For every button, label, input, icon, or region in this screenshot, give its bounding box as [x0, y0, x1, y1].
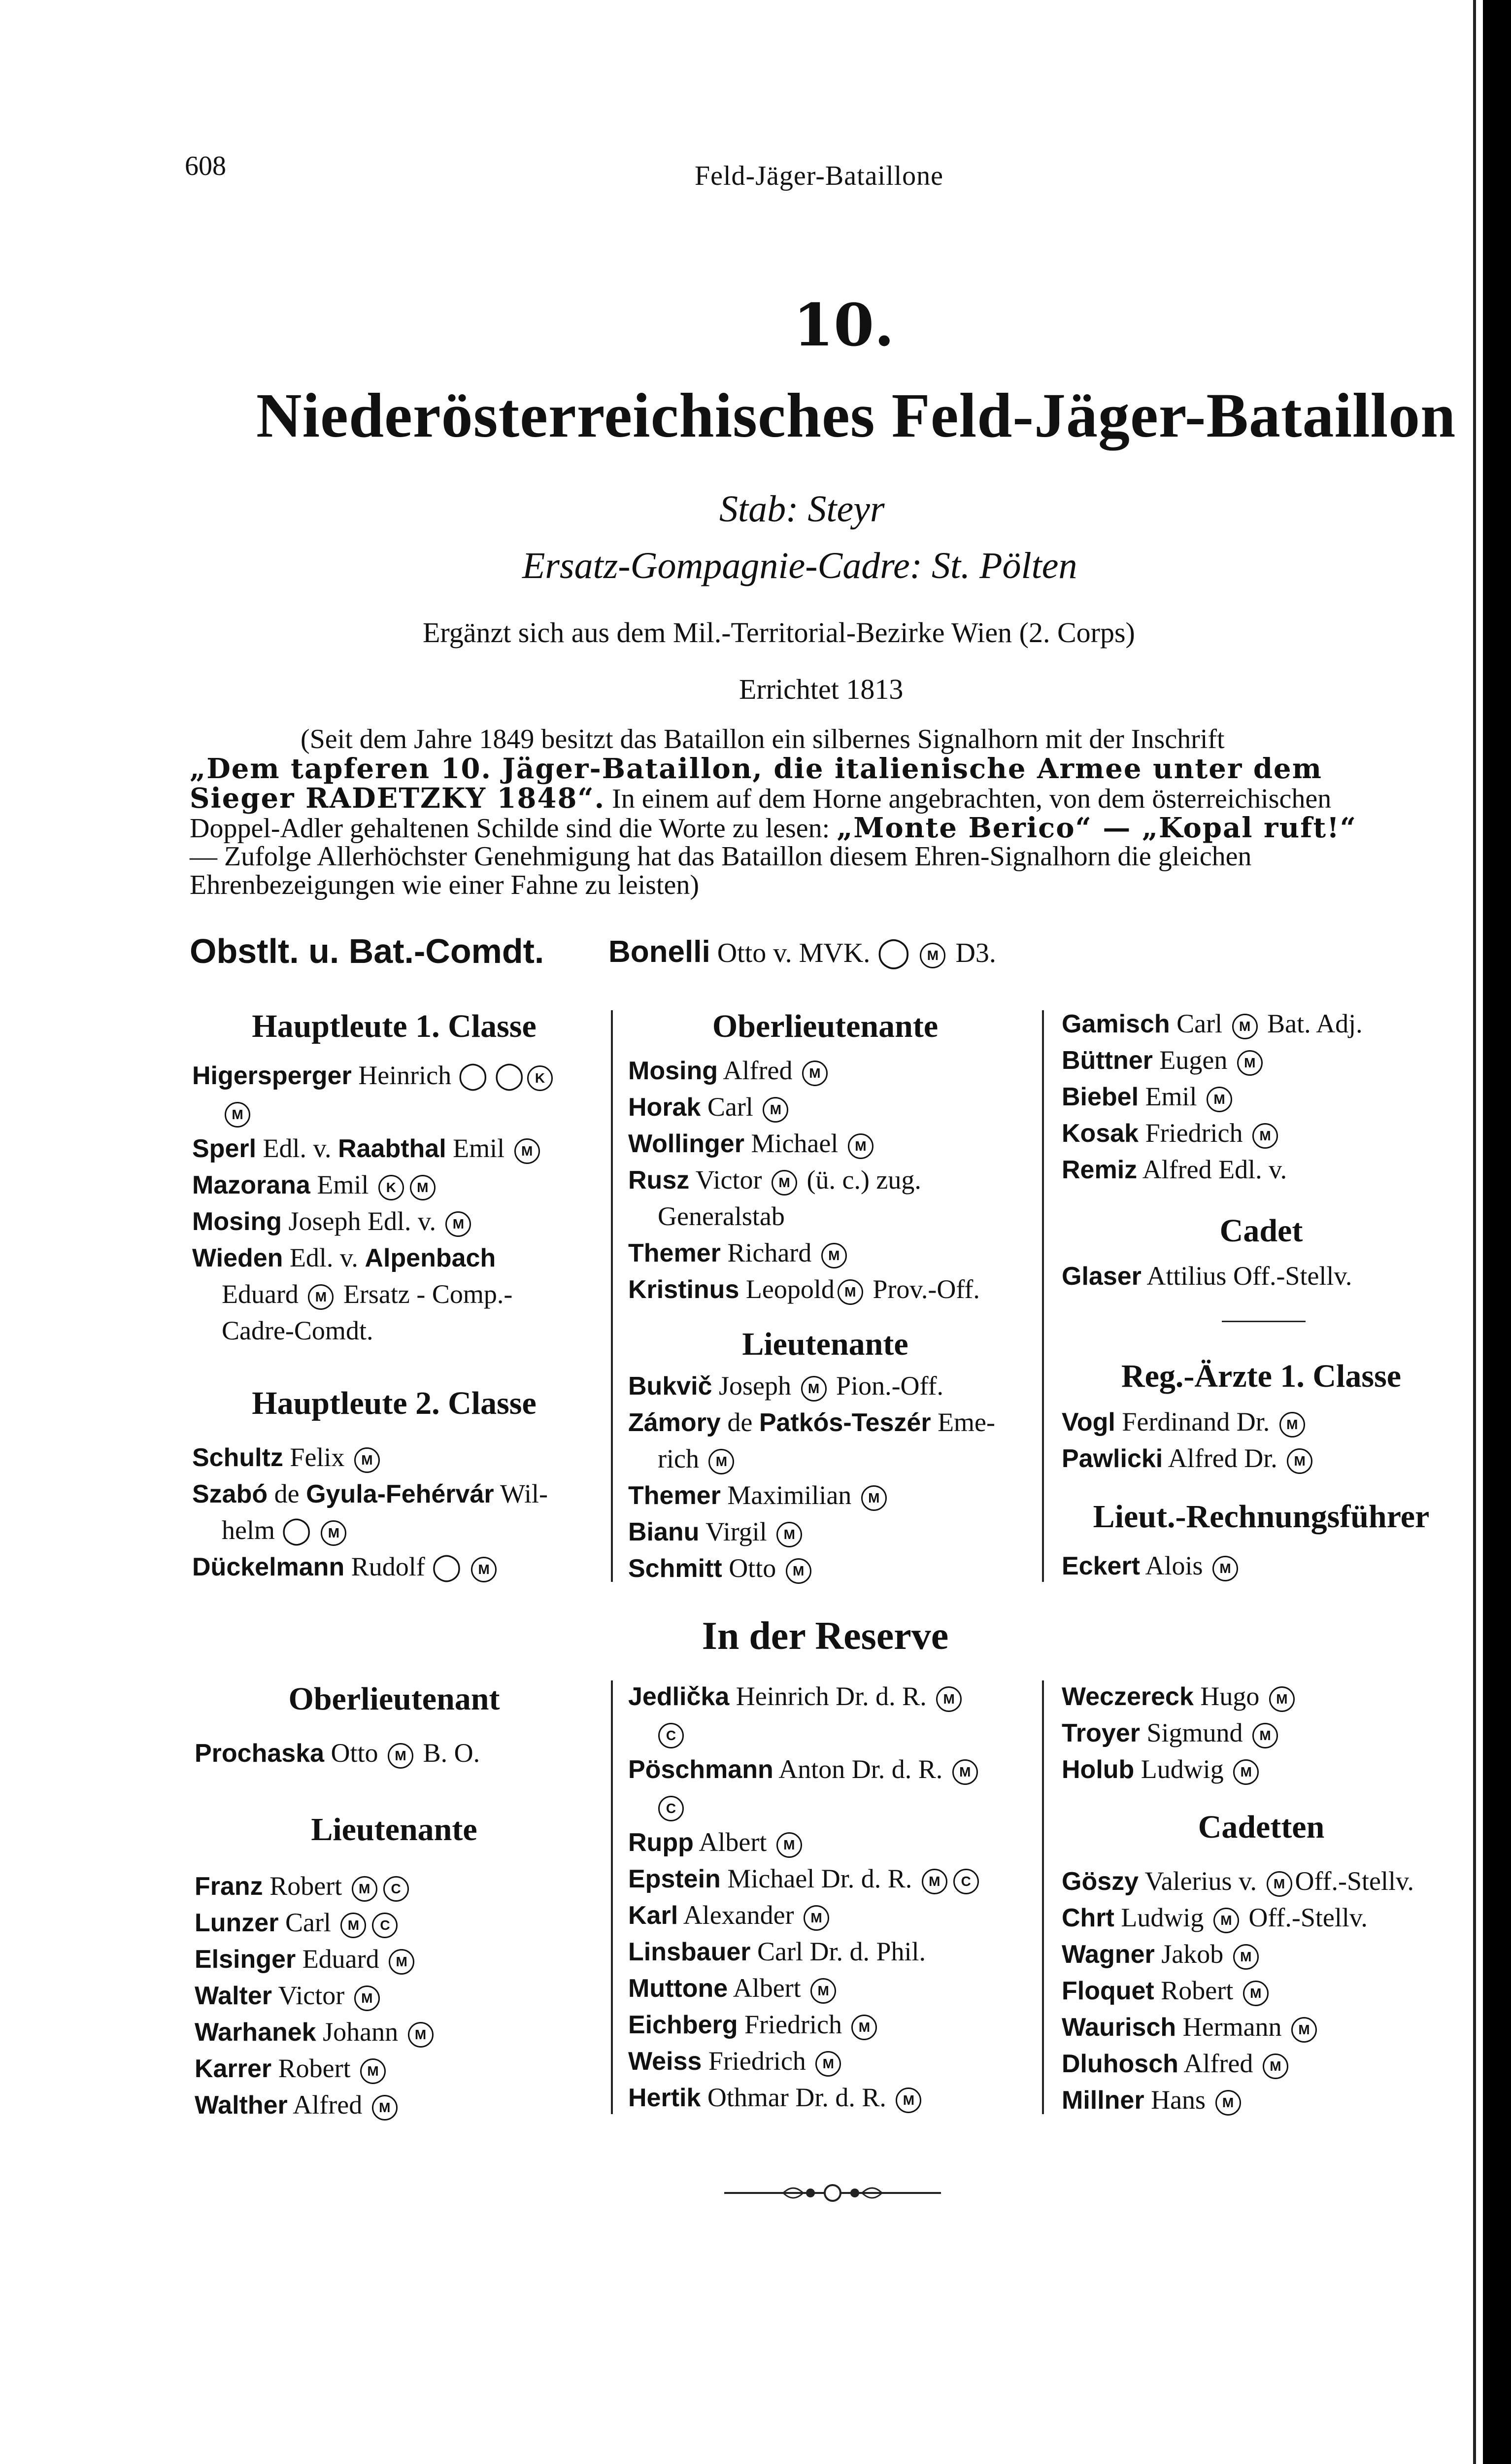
reserve-col2-entry-9: Weiss Friedrich M — [628, 2043, 844, 2080]
col3-heading-1: Cadet — [1219, 1213, 1303, 1249]
col3-entry-8: Pawlicki Alfred Dr. M — [1062, 1440, 1315, 1477]
col1-entry-4: Mosing Joseph Edl. v. M — [192, 1203, 474, 1240]
col2-entry-6: Kristinus Leopold M Prov.-Off. — [628, 1274, 980, 1304]
col3-entry-7: Vogl Ferdinand Dr. M — [1062, 1403, 1308, 1440]
decoration-m-icon: M — [920, 943, 945, 968]
col3-separator — [1222, 1321, 1306, 1322]
page-edge-line — [1473, 0, 1476, 2464]
column-divider-2 — [1042, 1010, 1044, 1582]
col1-entry-8: Dückelmann Rudolf ◯ M — [192, 1548, 500, 1585]
column-divider-1 — [611, 1010, 613, 1582]
col1-entry-7: Szabó de Gyula-Fehérvár Wil- — [192, 1479, 548, 1508]
reserve-col3-entry-10: Millner Hans M — [1062, 2082, 1244, 2119]
reserve-divider-2 — [1042, 1680, 1044, 2114]
battalion-number: 10. — [793, 291, 895, 359]
col2-entry-11: Schmitt Otto M — [628, 1550, 814, 1587]
ersatz-line: Ersatz-Gompagnie-Cadre: St. Pölten — [522, 545, 1077, 586]
reserve-col3-entry-5: Chrt Ludwig M Off.-Stellv. — [1062, 1903, 1368, 1932]
col1-entry-6: Schultz Felix M — [192, 1439, 383, 1476]
col1-entry-7-cont: helm ◯ M — [222, 1512, 349, 1548]
col1-entry-1: Higersperger Heinrich ◯ ◯ K — [192, 1057, 556, 1094]
col2-entry-4-cont: Generalstab — [658, 1201, 785, 1231]
reserve-col2-entry-4: Epstein Michael Dr. d. R. M C — [628, 1860, 982, 1897]
reserve-col1-entry-7: Karrer Robert M — [195, 2050, 389, 2087]
col3-entry-5: Remiz Alfred Edl. v. — [1062, 1155, 1287, 1184]
history-line-4: Doppel-Adler gehaltenen Schilde sind die Worte zu lesen: „Monte Berico“ — „Kopal ruft!“ — [190, 812, 1357, 844]
col2-entry-4: Rusz Victor M (ü. c.) zug. — [628, 1165, 921, 1195]
reserve-col3-entry-4: Göszy Valerius v. M Off.-Stellv. — [1062, 1866, 1414, 1896]
stab-line: Stab: Steyr — [719, 488, 885, 530]
reserve-title: In der Reserve — [702, 1614, 949, 1658]
reserve-col2-entry-1-cont: C — [655, 1714, 687, 1751]
page-edge-dark — [1483, 0, 1511, 2464]
reserve-col1-entry-5: Walter Victor M — [195, 1977, 383, 2014]
reserve-col2-entry-7: Muttone Albert M — [628, 1970, 839, 2007]
page-number: 608 — [185, 151, 226, 181]
col1-entry-3: Mazorana Emil K M — [192, 1166, 438, 1203]
col1-entry-1-cont: M — [222, 1094, 253, 1130]
col3-entry-6: Glaser Attilius Off.-Stellv. — [1062, 1261, 1352, 1291]
history-line-1: (Seit dem Jahre 1849 besitzt das Bataillon ein silbernes Signalhorn mit der Inschrift — [301, 724, 1225, 754]
history-line-3: Sieger RADETZKY 1848“. In einem auf dem Horne angebrachten, von dem österreichischen — [190, 782, 1332, 815]
battalion-title: Niederösterreichisches Feld-Jäger-Bataillon — [256, 380, 1456, 450]
reserve-col2-entry-6: Linsbauer Carl Dr. d. Phil. — [628, 1937, 926, 1966]
col2-entry-9: Themer Maximilian M — [628, 1477, 890, 1514]
errichtet-line: Errichtet 1813 — [739, 673, 904, 705]
reserve-col3-entry-6: Wagner Jakob M — [1062, 1936, 1262, 1973]
reserve-col3-entry-8: Waurisch Hermann M — [1062, 2009, 1320, 2046]
reserve-col2-entry-8: Eichberg Friedrich M — [628, 2006, 880, 2043]
col2-entry-8-cont: rich M — [658, 1440, 737, 1477]
col2-heading-1: Oberlieutenante — [712, 1008, 939, 1044]
commander-entry: Bonelli Otto v. MVK. ◯ M D3. — [608, 935, 996, 969]
col2-entry-10: Bianu Virgil M — [628, 1513, 805, 1550]
col3-entry-9: Eckert Alois M — [1062, 1547, 1241, 1584]
reserve-col1-entry-1: Prochaska Otto M B. O. — [195, 1738, 480, 1768]
history-line-5: — Zufolge Allerhöchster Genehmigung hat das Bataillon diesem Ehren-Signalhorn die gleichen — [190, 841, 1252, 872]
col2-entry-3: Wollinger Michael M — [628, 1125, 876, 1162]
reserve-col2-entry-3: Rupp Albert M — [628, 1824, 805, 1861]
reserve-col2-entry-5: Karl Alexander M — [628, 1897, 832, 1934]
col2-entry-5: Themer Richard M — [628, 1234, 850, 1271]
reserve-divider-1 — [611, 1680, 613, 2114]
col2-heading-2: Lieutenante — [742, 1326, 908, 1362]
col3-entry-1: Gamisch Carl M Bat. Adj. — [1062, 1009, 1363, 1038]
running-title: Feld-Jäger-Bataillone — [695, 161, 944, 191]
col1-entry-5-cont2: Cadre-Comdt. — [222, 1316, 373, 1345]
col3-entry-2: Büttner Eugen M — [1062, 1042, 1266, 1079]
reserve-col1-entry-3: Lunzer Carl M C — [195, 1904, 401, 1941]
reserve-col3-heading: Cadetten — [1198, 1809, 1325, 1845]
commander-rank: Obstlt. u. Bat.-Comdt. — [190, 932, 544, 970]
col2-entry-8: Zámory de Patkós-Teszér Eme- — [628, 1407, 996, 1437]
reserve-col1-entry-6: Warhanek Johann M — [195, 2014, 437, 2051]
ergaenzt-line: Ergänzt sich aus dem Mil.-Territorial-Bezirke Wien (2. Corps) — [423, 616, 1135, 649]
col1-heading-2: Hauptleute 2. Classe — [252, 1385, 537, 1421]
reserve-col2-entry-2-cont: C — [655, 1787, 687, 1824]
col1-heading-1: Hauptleute 1. Classe — [252, 1008, 537, 1044]
reserve-col3-entry-1: Weczereck Hugo M — [1062, 1678, 1298, 1715]
reserve-col1-heading-1: Oberlieutenant — [288, 1681, 500, 1717]
col3-heading-2: Reg.-Ärzte 1. Classe — [1121, 1358, 1402, 1394]
reserve-col1-entry-8: Walther Alfred M — [195, 2087, 401, 2123]
col1-entry-5: Wieden Edl. v. Alpenbach — [192, 1243, 496, 1272]
reserve-col2-entry-10: Hertik Othmar Dr. d. R. M — [628, 2079, 924, 2116]
ornament-divider-icon — [724, 2178, 941, 2208]
col3-heading-3: Lieut.-Rechnungsführer — [1093, 1499, 1430, 1535]
col3-entry-3: Biebel Emil M — [1062, 1078, 1235, 1115]
reserve-col1-entry-2: Franz Robert M C — [195, 1868, 412, 1905]
reserve-col1-heading-2: Lieutenante — [311, 1812, 477, 1848]
col2-entry-1: Mosing Alfred M — [628, 1052, 831, 1089]
history-line-6: Ehrenbezeigungen wie einer Fahne zu leisten) — [190, 870, 700, 900]
history-line-2: „Dem tapferen 10. Jäger-Bataillon, die italienische Armee unter dem — [190, 753, 1322, 785]
reserve-col3-entry-9: Dluhosch Alfred M — [1062, 2045, 1291, 2082]
reserve-col3-entry-3: Holub Ludwig M — [1062, 1751, 1262, 1788]
col3-entry-4: Kosak Friedrich M — [1062, 1115, 1281, 1152]
reserve-col3-entry-7: Floquet Robert M — [1062, 1972, 1272, 2009]
col2-entry-2: Horak Carl M — [628, 1089, 791, 1126]
reserve-col2-entry-1: Jedlička Heinrich Dr. d. R. M — [628, 1678, 965, 1715]
col1-entry-2: Sperl Edl. v. Raabthal Emil M — [192, 1130, 543, 1167]
col1-entry-5-cont: Eduard M Ersatz - Comp.- — [222, 1279, 513, 1309]
reserve-col3-entry-2: Troyer Sigmund M — [1062, 1714, 1281, 1751]
reserve-col1-entry-4: Elsinger Eduard M — [195, 1941, 417, 1978]
col2-entry-7: Bukvič Joseph M Pion.-Off. — [628, 1371, 944, 1401]
reserve-col2-entry-2: Pöschmann Anton Dr. d. R. M — [628, 1751, 981, 1788]
